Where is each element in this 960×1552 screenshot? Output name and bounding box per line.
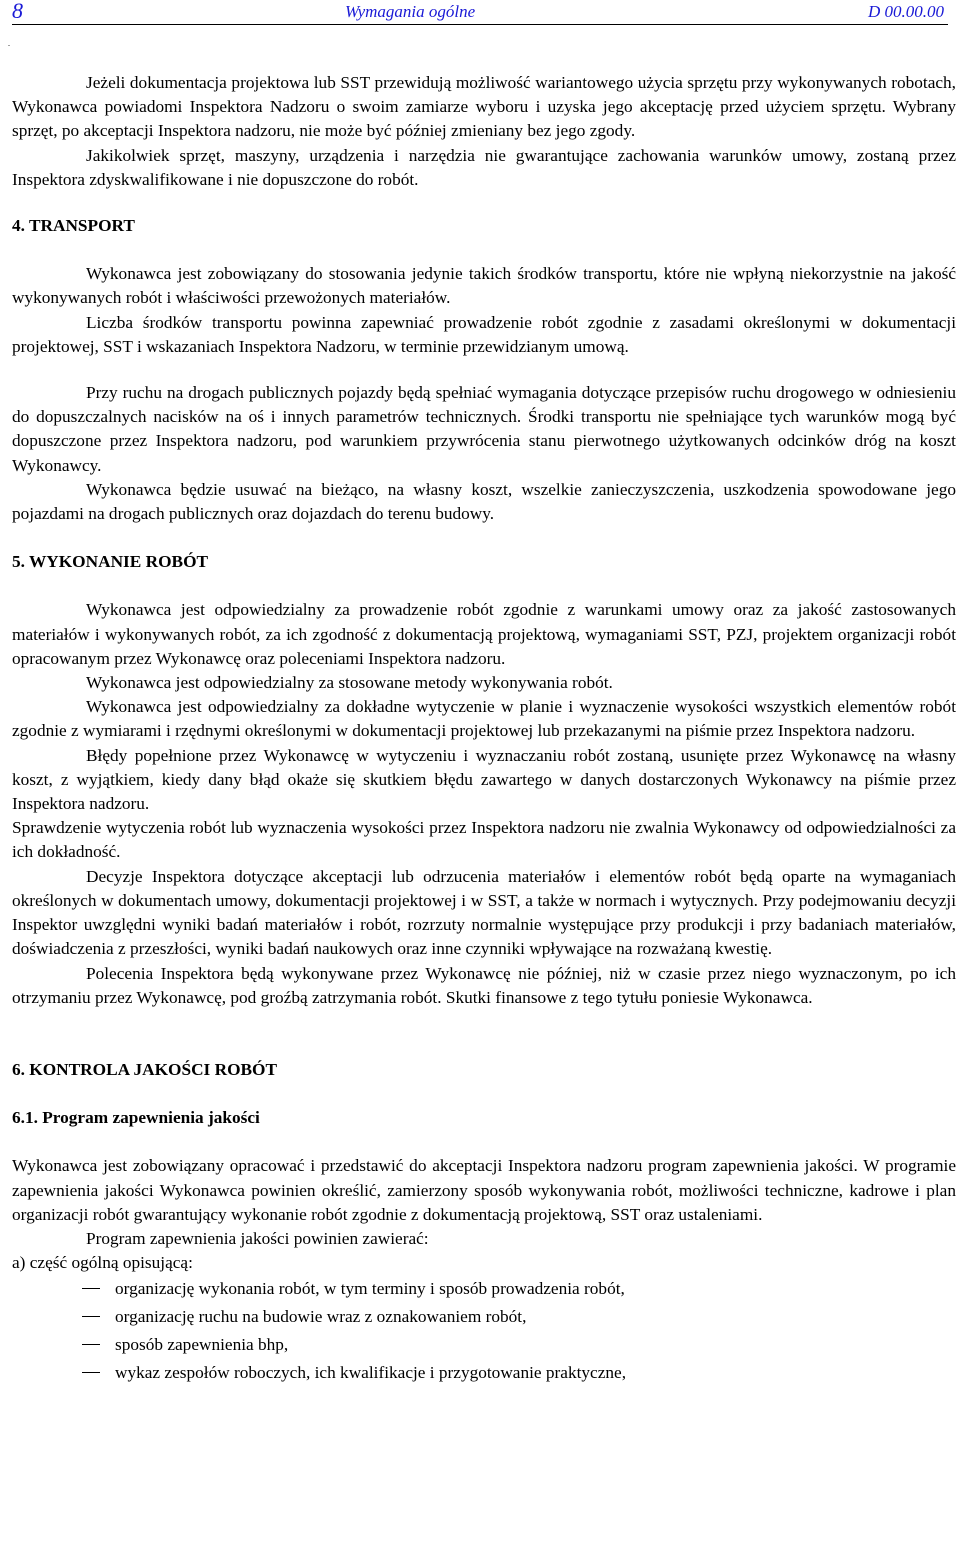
body-paragraph: Decyzje Inspektora dotyczące akceptacji lub odrzucenia materiałów i elementów robót będą oparte na wymaganiach określonych w dokumentach umowy, dokumentacji projektowej i w SST, a także w normach i wytycznych. Przy podejmowaniu decyzji Inspektor uwzględni wyniki badań materiałów i robót, rozrzuty normalnie występujące przy produkcji i przy badaniach materiałów, doświadczenia z przeszłości, wyniki badań naukowych oraz inne czynniki wpływające na rozważaną kwestię. <box>12 866 956 959</box>
body-paragraph: Przy ruchu na drogach publicznych pojazdy będą spełniać wymagania dotyczące przepisów ruchu drogowego w odniesieniu do dopuszczalnych nacisków na oś i innych parametrów technicznych. Środki transportu nie spełniające tych warunków mogą być dopuszczone przez Inspektora nadzoru, pod warunkiem przywrócenia stanu pierwotnego użytkowanych odcinków dróg na koszt Wykonawcy. <box>12 383 956 475</box>
dash-list <box>12 1275 956 1387</box>
intro-paragraph: Jakikolwiek sprzęt, maszyny, urządzenia i narzędzia nie gwarantujące zachowania warunków umowy, zostaną przez Inspektora zdyskwalifikowane i nie dopuszczone do robót. <box>12 145 956 189</box>
subsection-heading: 6.1. Program zapewnienia jakości <box>12 1108 260 1128</box>
list-intro: a) część ogólną opisującą: <box>12 1253 193 1273</box>
body-paragraph: Wykonawca jest zobowiązany do stosowania jedynie takich środków transportu, które nie wpłyną niekorzystnie na jakość wykonywanych robót i właściwości przewożonych materiałów. <box>12 264 956 308</box>
body-paragraph: Wykonawca jest odpowiedzialny za prowadzenie robót zgodnie z warunkami umowy oraz za jakość zastosowanych materiałów i wykonywanych robót, za ich zgodność z dokumentacją projektową, wymaganiami SST, PZJ, projektem organizacji robót opracowanym przez Wykonawcę oraz poleceniami Inspektora nadzoru. <box>12 600 956 668</box>
body-paragraph: Błędy popełnione przez Wykonawcę w wytyczeniu i wyznaczaniu robót zostaną, usunięte przez Wykonawcę na własny koszt, z wyjątkiem, kiedy dany błąd okaże się skutkiem błędu zawartego w danych dostarczonych Wykonawcy na piśmie przez Inspektora nadzoru. <box>12 745 956 814</box>
document-body <box>12 71 956 1387</box>
list-item: organizację wykonania robót, w tym terminy i sposób prowadzenia robót, <box>12 1275 956 1303</box>
document-code: D 00.00.00 <box>867 2 944 21</box>
page-number: 8 <box>12 0 23 23</box>
list-item: organizację ruchu na budowie wraz z oznakowaniem robót, <box>12 1303 956 1331</box>
header-title: Wymagania ogólne <box>345 2 476 21</box>
list-item: sposób zapewnienia bhp, <box>12 1331 956 1359</box>
body-paragraph: Wykonawca jest odpowiedzialny za stosowane metody wykonywania robót. <box>86 673 613 693</box>
body-paragraph: Wykonawca jest zobowiązany opracować i przedstawić do akceptacji Inspektora nadzoru program zapewnienia jakości. W programie zapewnienia jakości Wykonawca powinien określić, zamierzony sposób wykonywania robót, możliwości techniczne, kadrowe i plan organizacji robót gwarantujący wykonanie robót zgodnie z dokumentacją projektową, SST oraz ustaleniami. <box>12 1156 956 1224</box>
body-paragraph: Sprawdzenie wytyczenia robót lub wyznaczenia wysokości przez Inspektora nadzoru nie zwalnia Wykonawcy od odpowiedzialności za ich dokładność. <box>12 818 956 862</box>
section-heading: 5. WYKONANIE ROBÓT <box>12 552 209 572</box>
body-paragraph: Polecenia Inspektora będą wykonywane przez Wykonawcę nie później, niż w czasie przez niego wyznaczonym, po ich otrzymaniu przez Wykonawcę, pod groźbą zatrzymania robót. Skutki finansowe z tego tytułu poniesie Wykonawca. <box>12 963 956 1007</box>
body-paragraph: Wykonawca jest odpowiedzialny za dokładne wytyczenie w planie i wyznaczenie wysokości wszystkich elementów robót zgodnie z wymiarami i rzędnymi określonymi w dokumentacji projektowej lub przekazanymi na piśmie przez Inspektora nadzoru. <box>12 697 956 741</box>
body-paragraph: Program zapewnienia jakości powinien zawierać: <box>86 1228 429 1248</box>
section-heading: 4. TRANSPORT <box>12 216 135 236</box>
intro-paragraph: Jeżeli dokumentacja projektowa lub SST przewidują możliwość wariantowego użycia sprzętu przy wykonywanych robotach, Wykonawca powiadomi Inspektora Nadzoru o swoim zamiarze wyboru i uzyska jego akceptację przed użyciem sprzętu. Wybrany sprzęt, po akceptacji Inspektora nadzoru, nie może być później zmieniany bez jego zgody. <box>12 73 956 141</box>
list-item: wykaz zespołów roboczych, ich kwalifikacje i przygotowanie praktyczne, <box>12 1359 956 1387</box>
body-paragraph: Wykonawca będzie usuwać na bieżąco, na własny koszt, wszelkie zanieczyszczenia, uszkodzenia spowodowane jego pojazdami na drogach publicznych oraz dojazdach do terenu budowy. <box>12 479 956 524</box>
body-paragraph: Liczba środków transportu powinna zapewniać prowadzenie robót zgodnie z zasadami określonymi w dokumentacji projektowej, SST i wskazaniach Inspektora Nadzoru, w terminie przewidzianym umową. <box>12 312 956 356</box>
stray-mark: . <box>8 39 10 48</box>
section-heading: 6. KONTROLA JAKOŚCI ROBÓT <box>12 1059 278 1079</box>
page-header <box>12 0 948 25</box>
